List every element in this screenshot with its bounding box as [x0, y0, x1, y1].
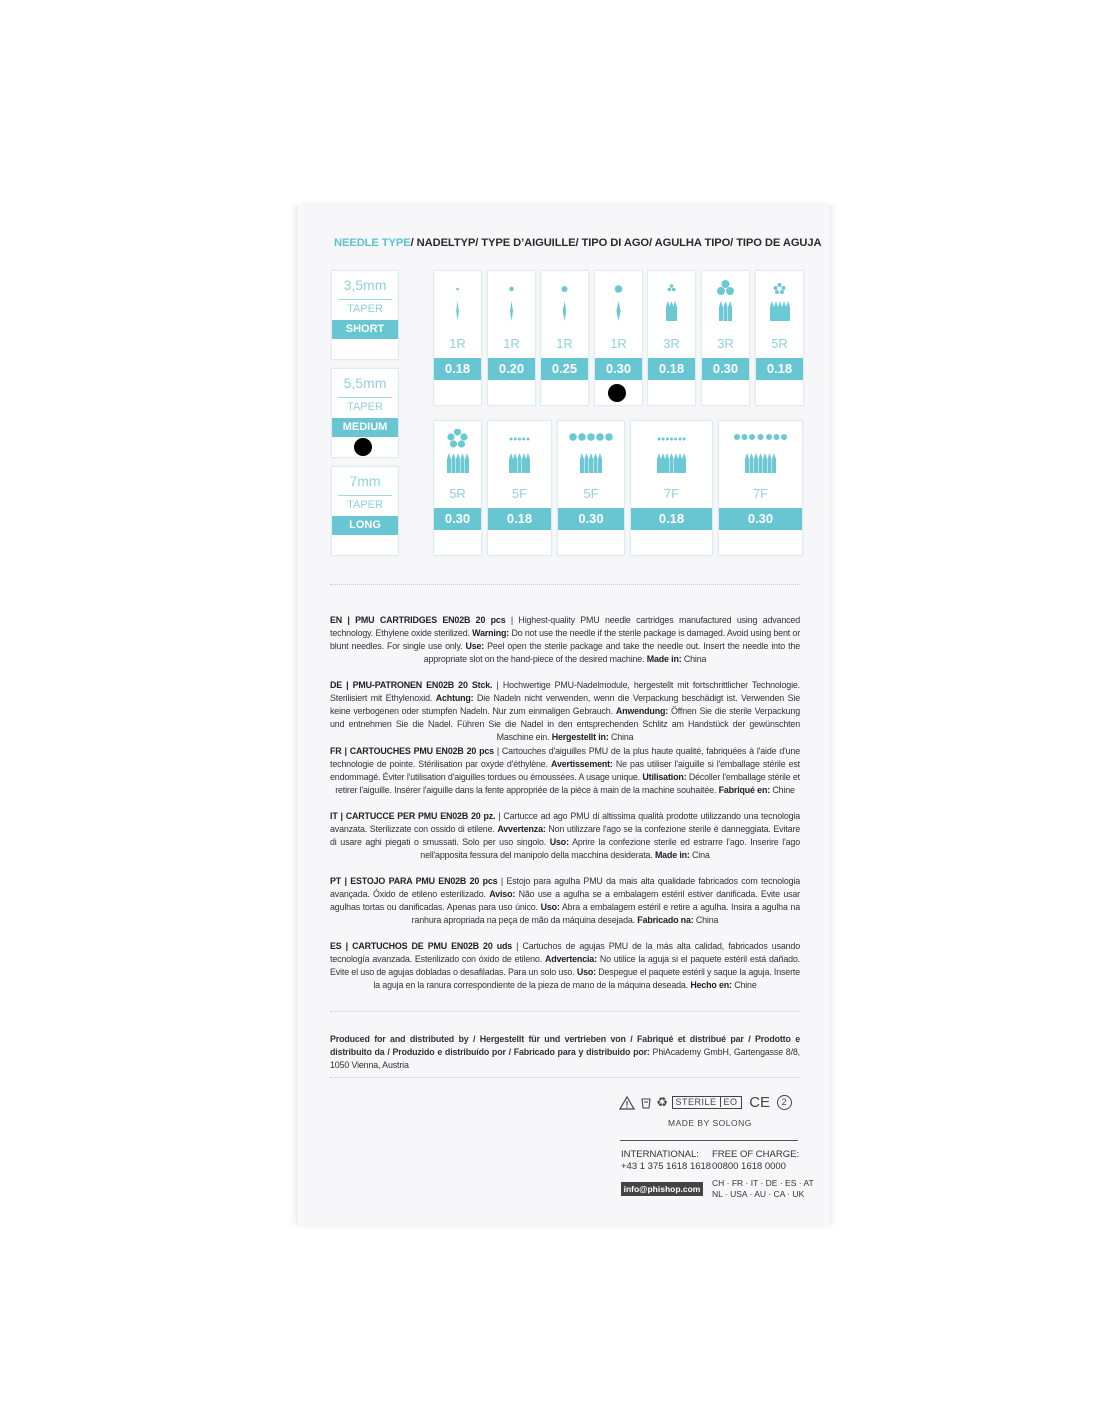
free-of-charge-label: FREE OF CHARGE: — [712, 1149, 800, 1160]
single-dot-large-icon — [595, 279, 642, 329]
text: Do not use the needle if the sterile package is damaged. Avoid using bent or blunt needles. For single use only. — [330, 628, 800, 651]
warning-triangle-icon — [619, 1096, 635, 1110]
heading-needle-type: NEEDLE TYPE — [334, 237, 411, 249]
regulatory-symbols — [619, 1094, 801, 1112]
text: | Hochwertige PMU-Nadelmodule, hergestellt mit fortschrittlicher Technologie. Sterilisiert mit Ethylenoxid. — [330, 680, 800, 703]
use-label: Uso: — [549, 837, 569, 847]
text: China — [608, 732, 634, 742]
free-phone: 00800 1618 0000 — [712, 1161, 786, 1172]
description-fr — [330, 745, 800, 797]
text: Décoller l'emballage stérile et retirer l'aiguille. Insérer l'aiguille dans la fente appropriée de la pièce à main de la machine souhaitée. — [335, 772, 800, 795]
needle-card — [718, 420, 803, 556]
needle-diameter: 0.25 — [541, 358, 588, 380]
needle-type-label: 5R — [449, 486, 466, 501]
five-flat-small-icon — [488, 429, 551, 479]
text: Ne pas utiliser l'aiguille si l'emballage stérile est endommagé. Éviter l'utilisation d'aiguilles tordues ou émoussées. A usage unique. — [330, 759, 800, 782]
country-list-2: NL · USA · AU · CA · UK — [712, 1189, 805, 1199]
lead: IT | CARTUCCE PER PMU EN02B 20 pz. — [330, 811, 496, 821]
recycle-icon: ♻ — [656, 1094, 668, 1110]
text: Non utilizzare l'ago se la confezione sterile è danneggiata. Evitare di usare aghi piegati o smussati. Solo per uso singolo. — [330, 824, 800, 847]
distributor-info — [330, 1033, 800, 1072]
international-phone: +43 1 375 1618 1618 — [621, 1161, 712, 1172]
description-es — [330, 940, 800, 992]
needle-card — [557, 420, 625, 556]
use-label: Anwendung: — [615, 706, 669, 716]
divider — [620, 1140, 798, 1141]
use-label: Uso: — [540, 902, 560, 912]
single-dot-small-icon — [488, 279, 535, 329]
needle-diameter: 0.30 — [702, 358, 749, 380]
warning-label: Advertencia: — [544, 954, 597, 964]
text: Cina — [689, 850, 710, 860]
divider — [330, 1011, 800, 1012]
use-label: Use: — [465, 641, 485, 651]
needle-diameter: 0.18 — [631, 508, 712, 530]
text: Aprire la confezione sterile ed estrarre l'ago. Inserire l'ago nell'apposita fessura del manipolo della macchina desiderata. — [420, 837, 800, 860]
text: Não use a agulha se a embalagem estéril estiver danificada. Evite usar agulhas tortas ou danificadas. Apenas para uso único. — [330, 889, 800, 912]
taper-length: 3,5mm — [343, 277, 387, 293]
use-label: Utilisation: — [642, 772, 687, 782]
selection-marker-1r-030 — [608, 384, 626, 402]
needle-card — [540, 270, 589, 406]
use-label: Uso: — [576, 967, 596, 977]
text: | Highest-quality PMU needle cartridges manufactured using advanced technology. Ethylene oxide sterilized. — [330, 615, 800, 638]
needle-diameter: 0.18 — [488, 508, 551, 530]
needle-card — [433, 420, 482, 556]
text: China — [693, 915, 719, 925]
taper-label: TAPER — [347, 499, 383, 511]
lead: DE | PMU-PATRONEN EN02B 20 Stck. — [330, 680, 493, 690]
made-in-label: Made in: — [654, 850, 690, 860]
text: | Cartucce ad ago PMU di altissima qualità prodotte utilizzando una tecnologia avanzata. Sterilizzate con ossido di etilene. — [330, 811, 800, 834]
needle-card — [701, 270, 750, 406]
taper-label: TAPER — [347, 401, 383, 413]
divider — [338, 299, 392, 300]
made-in-label: Hergestellt in: — [551, 732, 609, 742]
sterile-eo-label — [672, 1096, 742, 1109]
needle-card — [487, 420, 552, 556]
needle-diameter: 0.30 — [595, 358, 642, 380]
flower-small-icon — [756, 279, 803, 329]
divider — [330, 584, 800, 585]
needle-type-heading — [334, 237, 822, 249]
lead: PT | ESTOJO PARA PMU EN02B 20 pcs — [330, 876, 498, 886]
warning-label: Avvertenza: — [497, 824, 546, 834]
needle-type-label: 1R — [449, 336, 466, 351]
five-flat-large-icon — [558, 429, 624, 479]
sterile-text: STERILE — [675, 1097, 717, 1108]
warning-label: Avertissement: — [551, 759, 613, 769]
three-dot-large-icon — [702, 279, 749, 329]
single-dot-tiny-icon — [434, 279, 481, 329]
text: Chine — [731, 980, 757, 990]
needle-diameter: 0.30 — [434, 508, 481, 530]
needle-type-label: 7F — [663, 486, 680, 501]
needle-type-label: 5F — [511, 486, 528, 501]
needle-type-label: 3R — [663, 336, 680, 351]
lead: ES | CARTUCHOS DE PMU EN02B 20 uds — [330, 941, 513, 951]
text: | Cartouches d'aiguilles PMU de la plus haute qualité, fabriquées à l'aide d'une technologie de pointe. Stérilisation par oxyde d'éthylène. — [330, 746, 801, 769]
needle-card — [630, 420, 713, 556]
text: Abra a embalagem estéril e retire a agulha. Insira a agulha na ranhura apropriada na peça de mão da máquina desejada. — [411, 902, 801, 925]
description-it — [330, 810, 800, 862]
seven-flat-large-icon — [719, 429, 802, 479]
taper-size: MEDIUM — [332, 418, 398, 437]
text: Peel open the sterile package and take the needle out. Insert the needle into the appropriate slot on the hand-piece of the desired machine. — [423, 641, 801, 664]
eo-text: EO — [720, 1097, 738, 1107]
description-en — [330, 614, 800, 666]
distributor-label: Produced for and distributed by / Hergestellt für und vertrieben von / Fabriqué et distribué par / Prodotto e distribuito da / Produzido e distribuído por / Fabricado para y distribuido por: — [330, 1034, 800, 1057]
ce-mark: CE — [749, 1094, 771, 1112]
lead: FR | CARTOUCHES PMU EN02B 20 pcs — [330, 746, 494, 756]
text: | Cartuchos de agujas PMU de la más alta calidad, fabricados usando tecnología avanzada. Esterilizado con óxido de etileno. — [330, 941, 800, 964]
needle-type-label: 3R — [717, 336, 734, 351]
taper-card-short — [331, 270, 399, 360]
taper-size: SHORT — [332, 320, 398, 339]
three-dot-small-icon — [648, 279, 695, 329]
seven-flat-small-icon — [631, 429, 712, 479]
email-address: info@phishop.com — [621, 1182, 703, 1196]
needle-diameter: 0.30 — [558, 508, 624, 530]
needle-type-label: 5R — [771, 336, 788, 351]
needle-type-label: 1R — [503, 336, 520, 351]
text: Chine — [770, 785, 795, 795]
taper-length: 7mm — [349, 473, 381, 489]
warning-label: Aviso: — [489, 889, 516, 899]
made-in-label: Hecho en: — [690, 980, 732, 990]
taper-size: LONG — [332, 516, 398, 535]
needle-type-label: 1R — [610, 336, 627, 351]
needle-type-label: 5F — [583, 486, 599, 501]
made-in-label: Fabriqué en: — [718, 785, 771, 795]
divider — [330, 1077, 800, 1078]
text: China — [681, 654, 707, 664]
description-de — [330, 679, 800, 744]
single-dot-medium-icon — [541, 279, 588, 329]
text: | Estojo para agulha PMU da mais alta qualidade fabricados com tecnologia avançada. Óxido de etileno esterilizado. — [330, 876, 800, 899]
needle-type-label: 7F — [752, 486, 769, 501]
manufacturer: MADE BY SOLONG — [668, 1118, 752, 1128]
made-in-label: Made in: — [646, 654, 682, 664]
country-list-1: CH · FR · IT · DE · ES · AT — [712, 1178, 814, 1188]
heading-translations: / NADELTYP/ TYPE D’AIGUILLE/ TIPO DI AGO/ AGULHA TIPO/ TIPO DE AGUJA — [410, 237, 822, 249]
divider — [338, 495, 392, 496]
taper-card-long — [331, 466, 399, 556]
description-pt — [330, 875, 800, 927]
text: No utilice la aguja si el paquete estéril está dañado. Evite el uso de agujas dobladas o desafiladas. Para un solo uso. — [330, 954, 800, 977]
text: Despegue el paquete estéril y saque la aguja. Inserte la aguja en la ranura correspondiente de la pieza de mano de la máquina deseada. — [373, 967, 800, 990]
made-in-label: Fabricado na: — [637, 915, 694, 925]
distributor-address: PhiAcademy GmbH, Gartengasse 8/8, 1050 Vienna, Austria — [330, 1047, 801, 1070]
text: Öffnen Sie die sterile Verpackung und entnehmen Sie die Nadel. Führen Sie die Nadel in den entsprechenden Schlitz am Handstück der gewünschten Maschine ein. — [330, 706, 800, 742]
needle-card — [487, 270, 536, 406]
needle-diameter: 0.30 — [719, 508, 802, 530]
warning-label: Achtung: — [435, 693, 474, 703]
lead: EN | PMU CARTRIDGES EN02B 20 pcs — [330, 615, 506, 625]
selection-marker-medium — [354, 438, 372, 456]
warning-label: Warning: — [472, 628, 510, 638]
needle-type-label: 1R — [556, 336, 573, 351]
needle-card — [755, 270, 804, 406]
taper-length: 5,5mm — [343, 375, 387, 391]
needle-diameter: 0.20 — [488, 358, 535, 380]
taper-label: TAPER — [347, 303, 383, 315]
flower-large-icon — [434, 429, 481, 479]
needle-diameter: 0.18 — [434, 358, 481, 380]
needle-diameter: 0.18 — [648, 358, 695, 380]
do-not-reuse-number: 2 — [781, 1097, 787, 1108]
do-not-reuse-icon — [777, 1095, 792, 1110]
text: Die Nadeln nicht verwenden, wenn die Verpackung beschädigt ist. Verwenden Sie keine verbogenen oder stumpfen Nadeln. Nur zum einmaligen Gebrauch. — [330, 693, 800, 716]
needle-card — [433, 270, 482, 406]
international-label: INTERNATIONAL: — [621, 1149, 699, 1160]
keep-dry-icon — [639, 1096, 653, 1110]
divider — [338, 397, 392, 398]
needle-diameter: 0.18 — [756, 358, 803, 380]
needle-card — [647, 270, 696, 406]
